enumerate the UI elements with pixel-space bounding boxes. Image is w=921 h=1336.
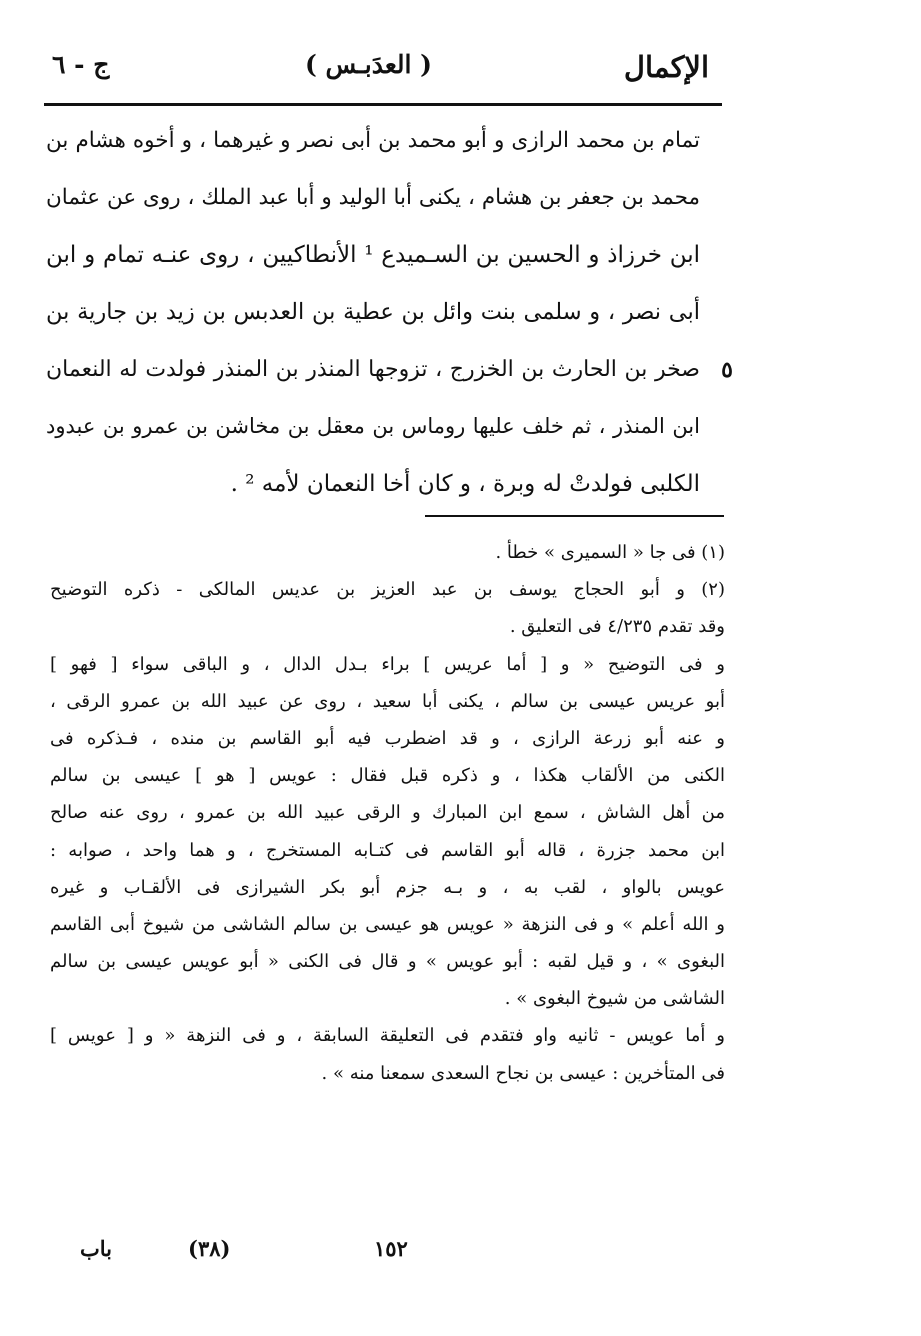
footnote-line: ابن محمد جزرة ، قاله أبو القاسم فى كتـابه المستخرج ، و هما واحد ، صوابه : xyxy=(50,839,725,861)
text-line: صخر بن الحارث بن الخزرج ، تزوجها المنذر بن المنذر فولدت له النعمان xyxy=(46,357,700,383)
text-line: ابن خرزاذ و الحسين بن السـميدع ¹ الأنطاكيين ، روى عنـه تمام و ابن xyxy=(46,241,700,268)
footnote-line: عويس بالواو ، لقب به ، و بـه جزم أبو بكر الشيرازى فى الألقـاب و غيره xyxy=(50,876,725,898)
footnote-line: (١) فى جا « السميرى » خطأ . xyxy=(495,542,725,563)
text-line: تمام بن محمد الرازى و أبو محمد بن أبى نصر و غيرهما ، و أخوه هشام بن xyxy=(46,128,700,153)
footnote-line: و فى التوضيح « و [ أما عريس ] براء بـدل الدال ، و الباقى سواء [ فهو ] xyxy=(50,653,725,675)
signature-mark: (٣٨) xyxy=(188,1236,231,1261)
footnote-line: و أما عويس - ثانيه واو فتقدم فى التعليقة السابقة ، و فى النزهة « و [ عويس ] xyxy=(50,1025,725,1047)
header-rule xyxy=(44,103,722,106)
footnote-line: من أهل الشاش ، سمع ابن المبارك و الرقى عبيد الله بن عمرو ، روى عنه صالح xyxy=(50,802,725,824)
footnotes xyxy=(50,534,725,1092)
footnote-line: الكنى من الألقاب هكذا ، و ذكره قبل فقال : عويس [ هو ] عيسى بن سالم xyxy=(50,765,725,787)
footnote-line: وقد تقدم ٤/٢٣٥ فى التعليق . xyxy=(509,616,725,638)
chapter-title: ( العدَبـس ) xyxy=(305,50,432,79)
line-number-marker: ٥ xyxy=(721,357,733,383)
footnote-line: فى المتأخرين : عيسى بن نجاح السعدى سمعنا منه » . xyxy=(321,1062,725,1084)
footnote-line: أبو عريس عيسى بن سالم ، يكنى أبا سعيد ، روى عن عبيد الله بن عمرو الرقى ، xyxy=(50,690,725,712)
main-text xyxy=(46,112,700,513)
book-title: الإكمال xyxy=(623,50,709,84)
footnote-line: البغوى » ، و قيل لقبه : أبو عويس » و قال فى الكنى « أبو عويس عيسى بن سالم xyxy=(50,951,725,973)
text-line: ابن المنذر ، ثم خلف عليها روماس بن معقل بن مخاشن بن عمرو بن عبدود xyxy=(46,414,700,439)
text-line: الكلبى فولدتْ له وبرة ، و كان أخا النعمان لأمه ² . xyxy=(230,470,700,497)
text-line: محمد بن جعفر بن هشام ، يكنى أبا الوليد و أبا عبد الملك ، روى عن عثمان xyxy=(46,185,700,211)
footnote-line: الشاشى من شيوخ البغوى » . xyxy=(504,988,725,1010)
page-number: ١٥٢ xyxy=(374,1236,408,1261)
footnote-line: و الله أعلم » و فى النزهة « عويس هو عيسى بن سالم الشاشى من شيوخ أبى القاسم xyxy=(50,913,725,935)
footnote-line: (٢) و أبو الحجاج يوسف بن عبد العزيز بن عديس المالكى - ذكره التوضيح xyxy=(50,579,725,601)
footnote-line: و عنه أبو زرعة الرازى ، و قد اضطرب فيه أبو القاسم بن منده ، فـذكره فى xyxy=(50,727,725,749)
volume-number: ج - ٦ xyxy=(52,50,110,79)
text-line: أبى نصر ، و سلمى بنت وائل بن عطية بن العدبس بن زيد بن جارية بن xyxy=(46,298,700,325)
footnote-separator xyxy=(425,515,724,517)
catchword: باب xyxy=(80,1236,113,1261)
